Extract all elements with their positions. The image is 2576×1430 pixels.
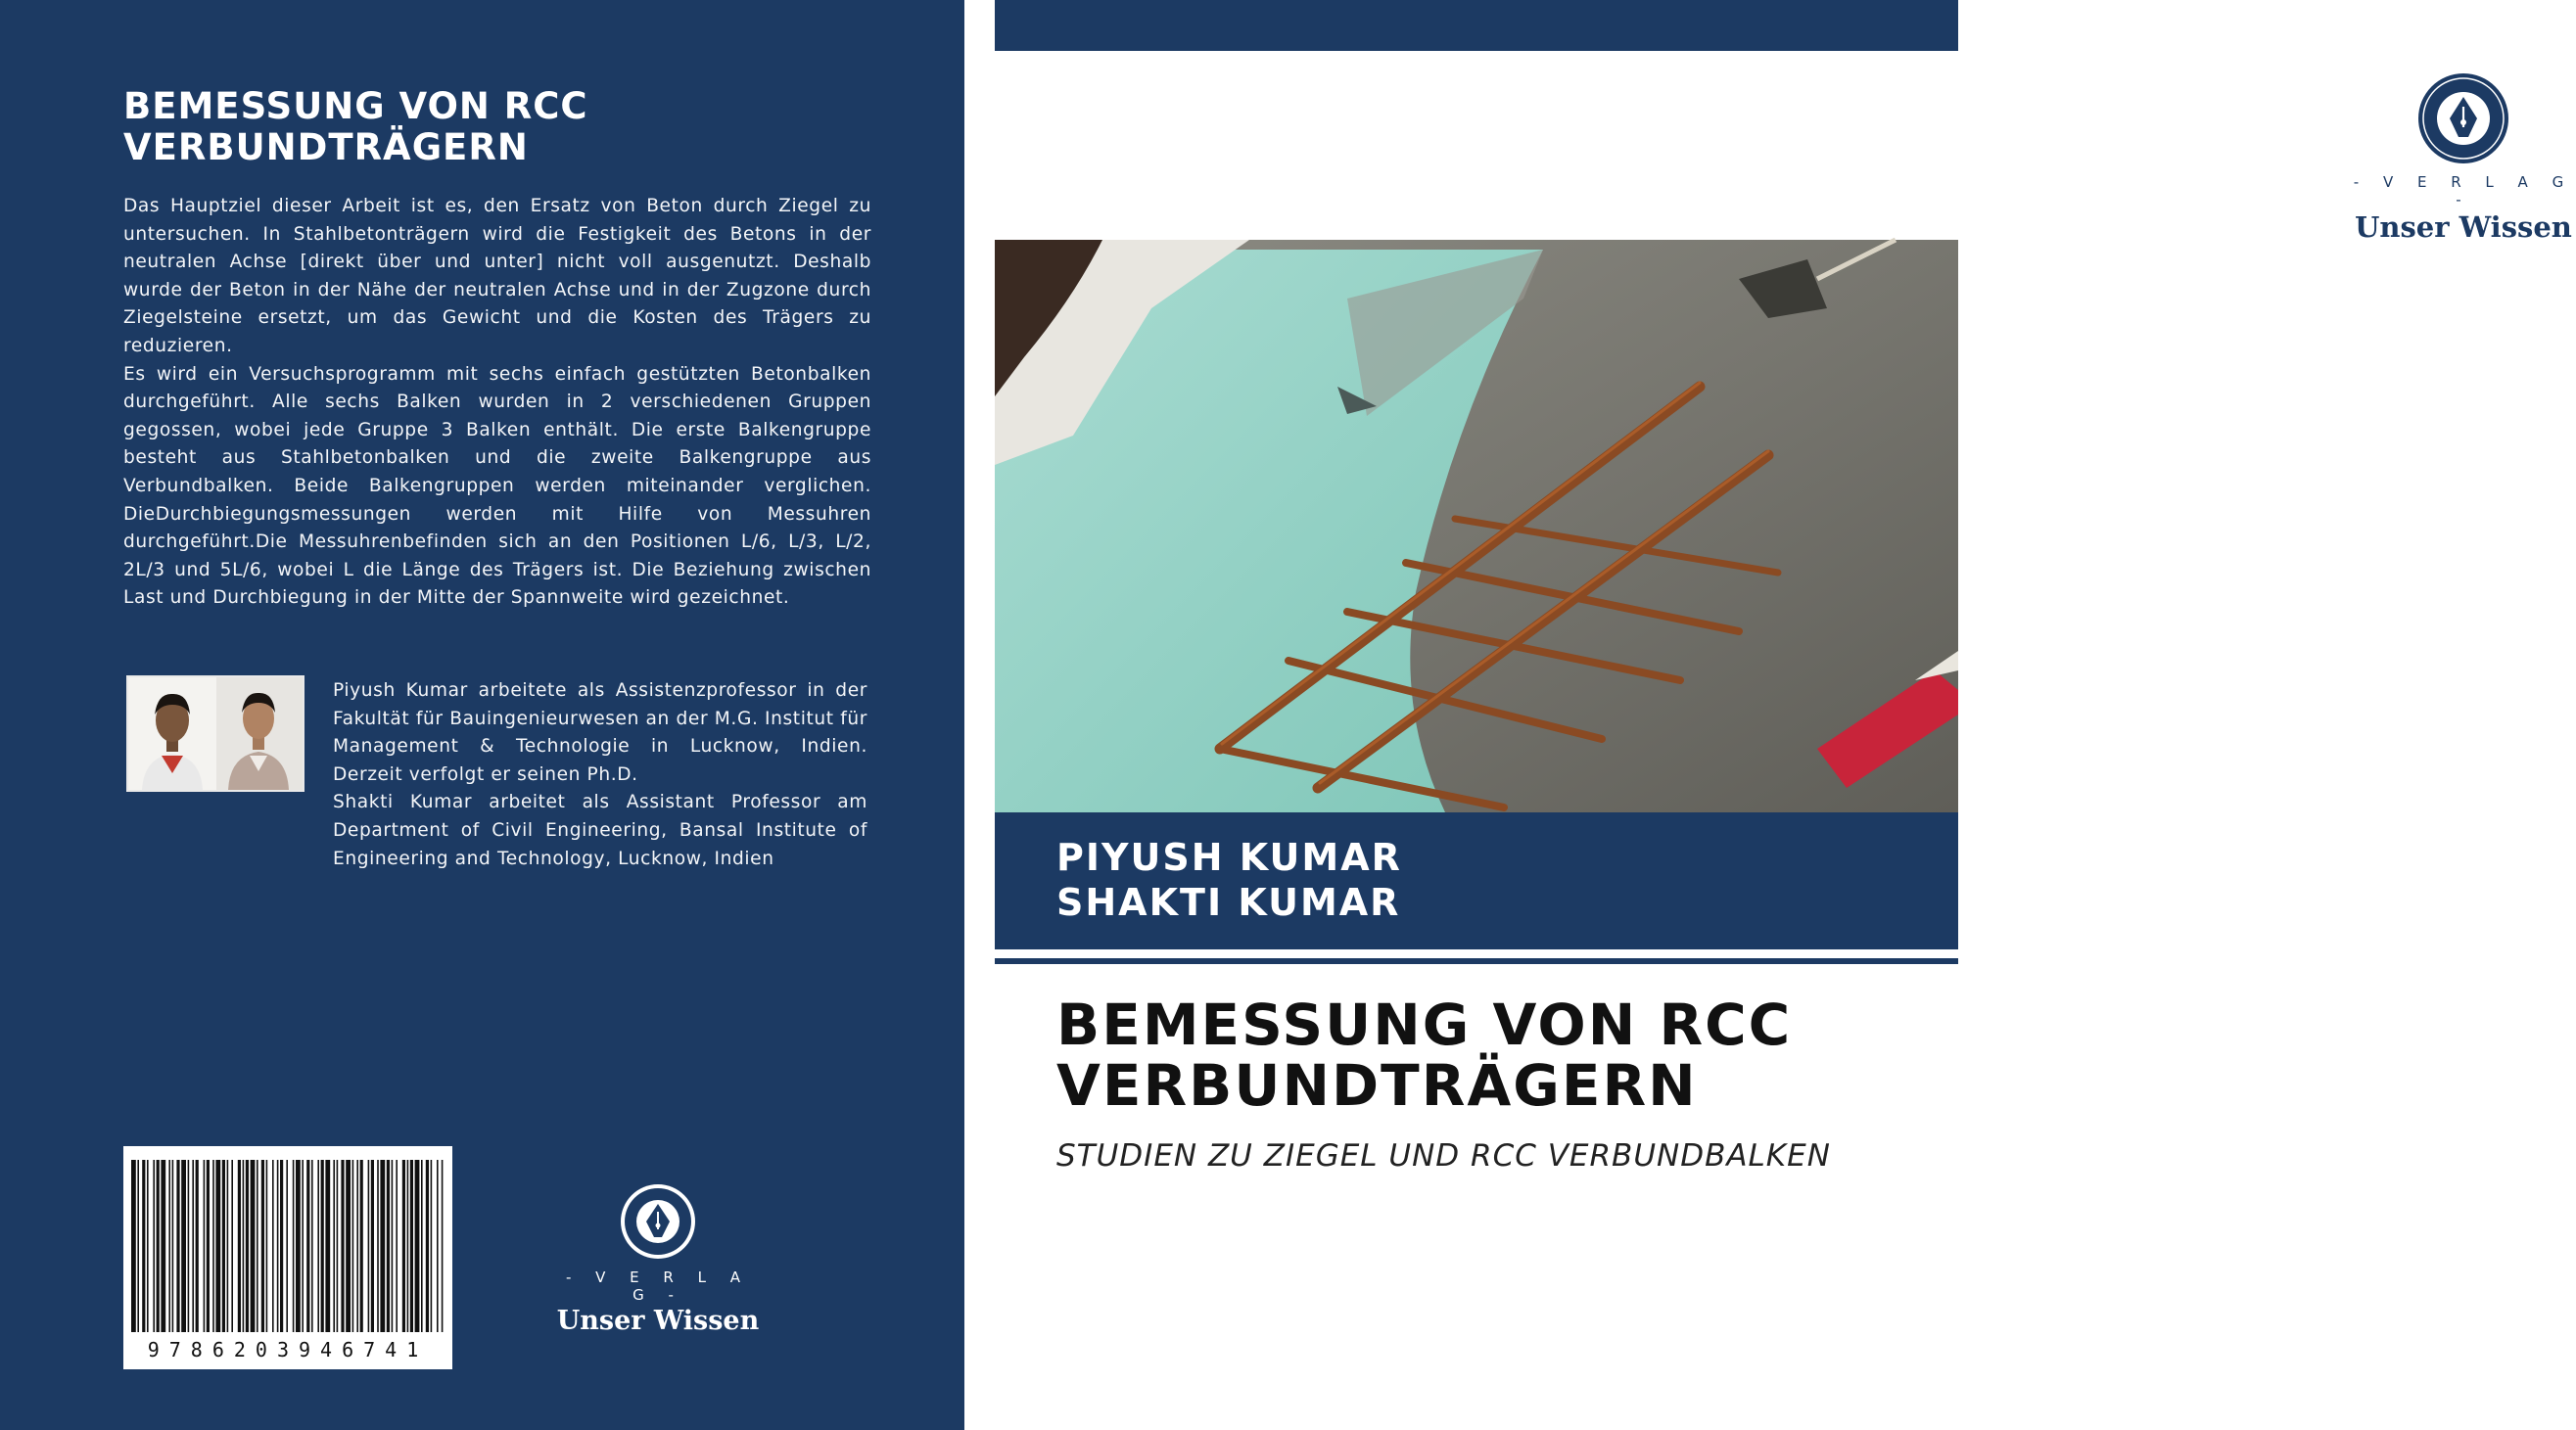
cover-photo bbox=[995, 240, 1958, 812]
verlag-label: - V E R L A G - bbox=[2353, 173, 2574, 208]
title-rule bbox=[995, 958, 1958, 964]
author-name-2: SHAKTI KUMAR bbox=[1056, 881, 1401, 924]
spine bbox=[964, 0, 995, 1430]
description-paragraph-1: Das Hauptziel dieser Arbeit ist es, den Ersatz von Beton durch Ziegel zu untersuchen. In Stahlbetonträgern wird die Festigkeit des Betons in der neutralen Achse [direkt über und unter] nicht voll ausgenutzt. Deshalb wurde der Beton in der Nähe der neutralen Achse und in der Zugzone durch Ziegelsteine ersetzt, um das Gewicht und die Kosten des Trägers zu reduzieren. bbox=[123, 196, 871, 356]
publisher-logo-back bbox=[548, 1182, 768, 1336]
front-cover bbox=[995, 0, 2574, 1430]
bio-paragraph-2: Shakti Kumar arbeitet als Assistant Professor am Department of Civil Engineering, Bansal Institute of Engineering and Technology, Lucknow, Indien bbox=[333, 792, 867, 869]
back-cover-description bbox=[123, 193, 871, 613]
author-bar bbox=[995, 812, 1958, 949]
barcode-bars bbox=[123, 1146, 452, 1342]
back-cover bbox=[0, 0, 964, 1430]
author-portraits-image bbox=[128, 677, 303, 790]
publisher-logo-front bbox=[2351, 71, 2576, 244]
back-cover-title: BEMESSUNG VON RCC VERBUNDTRÄGERN bbox=[123, 85, 588, 168]
rebar-concrete-photo bbox=[995, 240, 1958, 812]
description-paragraph-2: Es wird ein Versuchsprogramm mit sechs einfach gestützten Betonbalken durchgeführt. Alle sechs Balken wurden in 2 verschiedenen Gruppen gegossen, wobei jede Gruppe 3 Balken enthält. Die erste Balkengruppe besteht aus Stahlbetonbalken und die zweite Balkengruppe aus Verbundbalken. Beide Balkengruppen werden miteinander verglichen. DieDurchbiegungsmessungen werden mit Hilfe von Messuhren durchgeführt.Die Messuhrenbefinden sich an den Positionen L/6, L/3, L/2, 2L/3 und 5L/6, wobei L die Länge des Trägers ist. Die Beziehung zwischen Last und Durchbiegung in der Mitte der Spannweite wird gezeichnet. bbox=[123, 363, 871, 609]
front-top-bar bbox=[995, 0, 1958, 51]
front-cover-title: BEMESSUNG VON RCC VERBUNDTRÄGERN bbox=[1056, 992, 1793, 1119]
author-name-1: PIYUSH KUMAR bbox=[1056, 836, 1402, 879]
author-bio bbox=[333, 677, 867, 873]
isbn-barcode bbox=[123, 1146, 452, 1369]
publisher-name: Unser Wissen bbox=[2355, 210, 2572, 244]
publisher-name: Unser Wissen bbox=[556, 1306, 760, 1336]
author-photo bbox=[126, 675, 304, 792]
pen-nib-seal-icon bbox=[2416, 71, 2510, 165]
isbn-digits: 9786203946741 bbox=[123, 1338, 452, 1361]
pen-nib-seal-icon bbox=[619, 1182, 697, 1261]
front-cover-subtitle: STUDIEN ZU ZIEGEL UND RCC VERBUNDBALKEN bbox=[1056, 1138, 1831, 1174]
verlag-label: - V E R L A G - bbox=[565, 1269, 751, 1304]
bio-paragraph-1: Piyush Kumar arbeitete als Assistenzprofessor in der Fakultät für Bauingenieurwesen an der M.G. Institut für Management & Technologie in Lucknow, Indien. Derzeit verfolgt er seinen Ph.D. bbox=[333, 680, 867, 785]
